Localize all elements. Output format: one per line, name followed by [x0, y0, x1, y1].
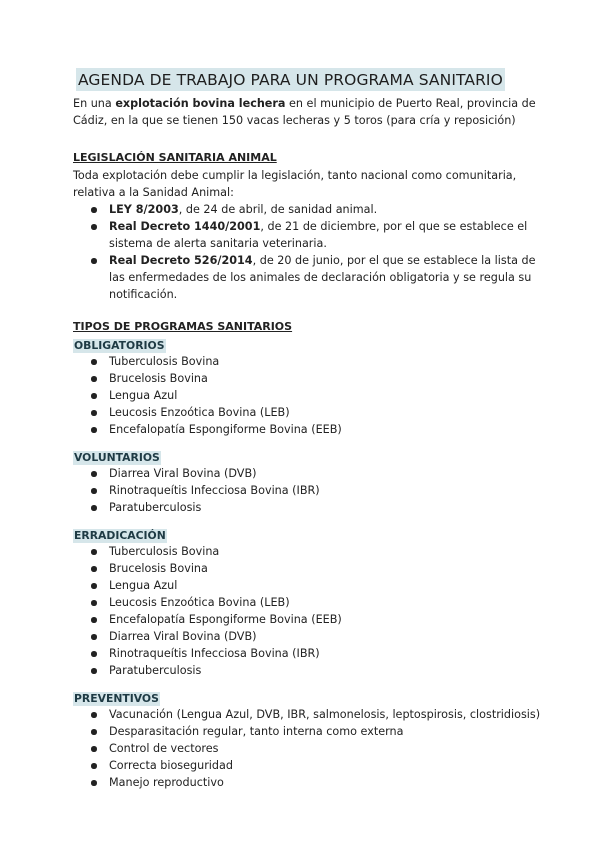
list-item: Desparasitación regular, tanto interna como externa: [109, 723, 550, 740]
list-item: Leucosis Enzoótica Bovina (LEB): [109, 594, 550, 611]
list-item: Lengua Azul: [109, 387, 550, 404]
list-item: Manejo reproductivo: [109, 774, 550, 791]
law-description: , de 24 de abril, de sanidad animal.: [178, 203, 378, 216]
list-item: Encefalopatía Espongiforme Bovina (EEB): [109, 421, 550, 438]
list-item: Tuberculosis Bovina: [109, 543, 550, 560]
list-item: Paratuberculosis: [109, 662, 550, 679]
erradicacion-list: [73, 543, 550, 679]
intro-text-pre: En una: [73, 97, 116, 110]
list-item: Leucosis Enzoótica Bovina (LEB): [109, 404, 550, 421]
law-title: Real Decreto 526/2014: [109, 254, 253, 267]
obligatorios-section: [73, 334, 550, 438]
list-item: Rinotraqueítis Infecciosa Bovina (IBR): [109, 645, 550, 662]
list-item: [109, 252, 550, 303]
list-item: [109, 201, 550, 218]
tipos-heading: TIPOS DE PROGRAMAS SANITARIOS: [73, 320, 293, 333]
law-title: LEY 8/2003: [109, 203, 179, 216]
preventivos-section: [73, 687, 550, 791]
list-item: Diarrea Viral Bovina (DVB): [109, 628, 550, 645]
obligatorios-label: OBLIGATORIOS: [74, 339, 165, 352]
voluntarios-list: [73, 465, 550, 516]
list-item: Vacunación (Lengua Azul, DVB, IBR, salmonelosis, leptospirosis, clostridiosis): [109, 706, 550, 723]
preventivos-list: [73, 706, 550, 791]
law-description: , de 20 de junio, por el que se establece la lista de las enfermedades de los animales de declaración obligatoria y se regula su notificación.: [109, 254, 536, 301]
list-item: Brucelosis Bovina: [109, 370, 550, 387]
list-item: [109, 218, 550, 252]
intro-text-bold: explotación bovina lechera: [115, 97, 286, 110]
intro-text-post: en el municipio de Puerto Real, provincia de Cádiz, en la que se tienen 150 vacas lecheras y 5 toros (para cría y reposición): [73, 97, 536, 127]
legislacion-heading: LEGISLACIÓN SANITARIA ANIMAL: [73, 151, 277, 164]
list-item: Correcta bioseguridad: [109, 757, 550, 774]
law-title: Real Decreto 1440/2001: [109, 220, 261, 233]
list-item: Diarrea Viral Bovina (DVB): [109, 465, 550, 482]
law-description: , de 21 de diciembre, por el que se establece el sistema de alerta sanitaria veterinaria.: [109, 220, 528, 250]
erradicacion-label: ERRADICACIÓN: [74, 529, 166, 542]
obligatorios-list: [73, 353, 550, 438]
erradicacion-section: [73, 524, 550, 679]
voluntarios-label: VOLUNTARIOS: [74, 451, 160, 464]
legislacion-list: [73, 201, 550, 303]
list-item: Rinotraqueítis Infecciosa Bovina (IBR): [109, 482, 550, 499]
list-item: Tuberculosis Bovina: [109, 353, 550, 370]
legislacion-text: Toda explotación debe cumplir la legislación, tanto nacional como comunitaria, relativa a la Sanidad Animal:: [73, 169, 517, 199]
voluntarios-section: [73, 446, 550, 516]
intro-paragraph: [73, 95, 550, 129]
document-title: AGENDA DE TRABAJO PARA UN PROGRAMA SANITARIO: [76, 68, 505, 91]
list-item: Brucelosis Bovina: [109, 560, 550, 577]
list-item: Encefalopatía Espongiforme Bovina (EEB): [109, 611, 550, 628]
list-item: Lengua Azul: [109, 577, 550, 594]
list-item: Paratuberculosis: [109, 499, 550, 516]
list-item: Control de vectores: [109, 740, 550, 757]
preventivos-label: PREVENTIVOS: [74, 692, 159, 705]
